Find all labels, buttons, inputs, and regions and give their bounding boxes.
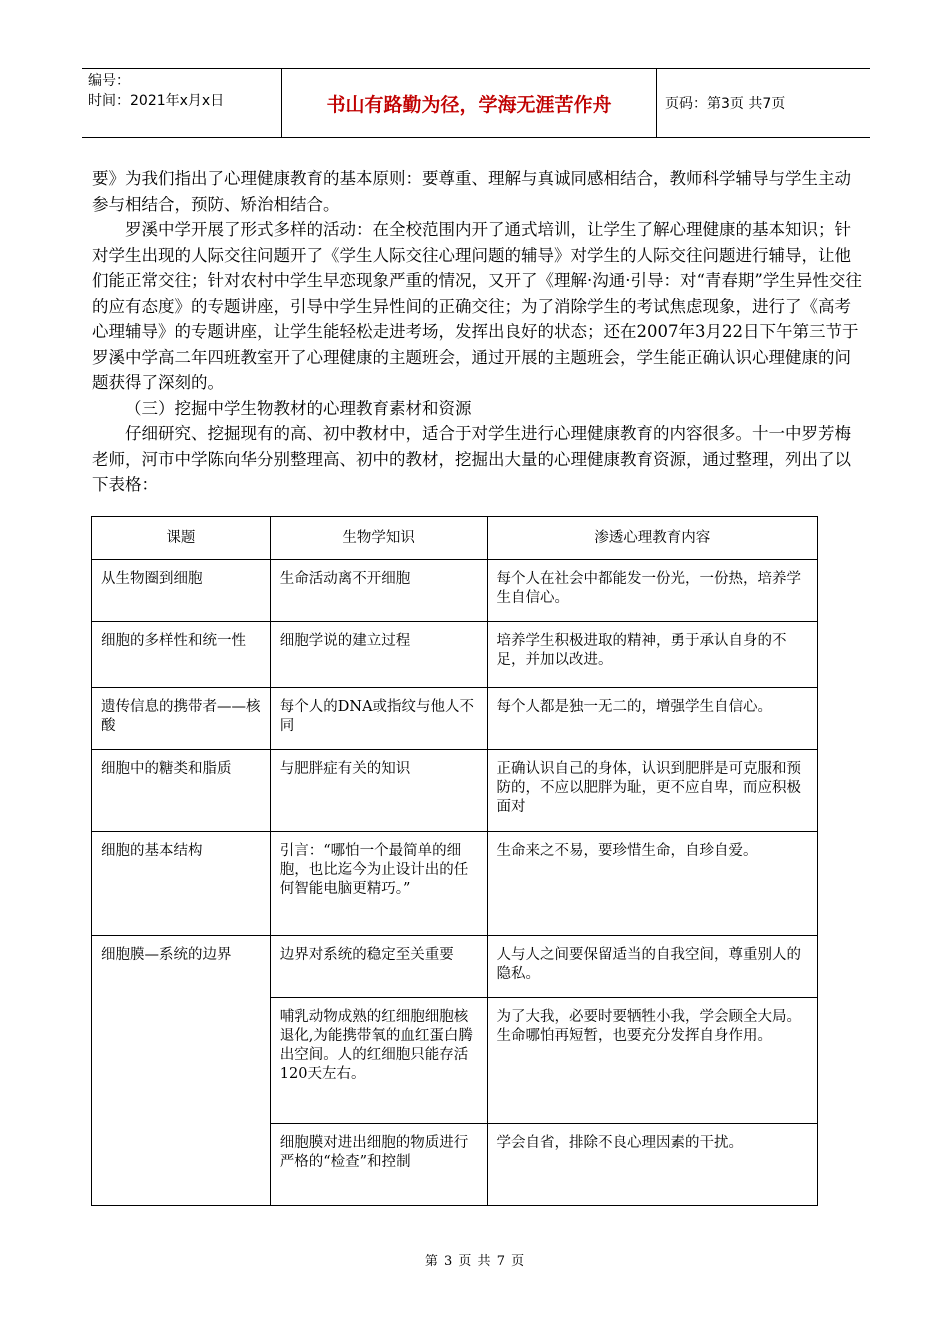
date-label: 时间：2021年x月x日 xyxy=(88,93,225,109)
paragraph: 要》为我们指出了心理健康教育的基本原则：要尊重、理解与真诚同感相结合，教师科学辅导与学生主动参与相结合，预防、矫治相结合。 xyxy=(92,169,851,214)
content-cell: 培养学生积极进取的精神，勇于承认自身的不足，并加以改进。 xyxy=(487,622,818,688)
topic-cell: 从生物圈到细胞 xyxy=(92,560,271,622)
content-cell: 学会自省，排除不良心理因素的干扰。 xyxy=(487,1124,818,1206)
content-cell: 生命来之不易，要珍惜生命，自珍自爱。 xyxy=(487,832,818,936)
paragraph: 罗溪中学开展了形式多样的活动：在全校范围内开了通式培训，让学生了解心理健康的基本知识；针对学生出现的人际交往问题开了《学生人际交往心理问题的辅导》对学生的人际交往问题进行辅导，让他们能正常交往；针对农村中学生早恋现象严重的情况，又开了《理解·沟通·引导：对“青春期”学生异性交往的应有态度》的专题讲座，引导中学生异性间的正确交往；为了消除学生的考试焦虑现象，进行了《高考心理辅导》的专题讲座，让学生能轻松走进考场，发挥出良好的状态；还在2007年3月22日下午第三节于罗溪中学高二年四班教室开了心理健康的主题班会，通过开展的主题班会，学生能正确认识心理健康的问题获得了深刻的。 xyxy=(92,220,862,392)
header-cell: 生物学知识 xyxy=(270,517,487,560)
topic-cell: 细胞的基本结构 xyxy=(92,832,271,936)
body-text xyxy=(92,166,862,498)
content-cell: 正确认识自己的身体，认识到肥胖是可克服和预防的，不应以肥胖为耻，更不应自卑，而应积极面对 xyxy=(487,750,818,832)
table-header-row xyxy=(92,517,818,560)
topic-cell: 细胞膜—系统的边界 xyxy=(92,936,271,1206)
content-cell: 为了大我，必要时要牺牲小我，学会顾全大局。生命哪怕再短暂，也要充分发挥自身作用。 xyxy=(487,998,818,1124)
content-cell: 人与人之间要保留适当的自我空间，尊重别人的隐私。 xyxy=(487,936,818,998)
header-motto: 书山有路勤为径，学海无涯苦作舟 xyxy=(282,69,657,137)
section-heading: （三）挖掘中学生物教材的心理教育素材和资源 xyxy=(125,398,472,418)
table-row xyxy=(92,750,818,832)
page-header xyxy=(82,68,870,138)
paragraph: 仔细研究、挖掘现有的高、初中教材中，适合于对学生进行心理健康教育的内容很多。十一中罗芳梅老师，河市中学陈向华分别整理高、初中的教材，挖掘出大量的心理健康教育资源，通过整理，列出了以下表格： xyxy=(92,424,851,494)
content-cell: 每个人在社会中都能发一份光，一份热，培养学生自信心。 xyxy=(487,560,818,622)
content-cell: 每个人都是独一无二的，增强学生自信心。 xyxy=(487,688,818,750)
table-row xyxy=(92,560,818,622)
topic-cell: 遗传信息的携带者——核酸 xyxy=(92,688,271,750)
table-row xyxy=(92,688,818,750)
header-meta xyxy=(82,69,282,137)
knowledge-cell: 细胞学说的建立过程 xyxy=(270,622,487,688)
header-cell: 课题 xyxy=(92,517,271,560)
knowledge-cell: 引言：“哪怕一个最简单的细胞，也比迄今为止设计出的任何智能电脑更精巧。” xyxy=(270,832,487,936)
header-cell: 渗透心理教育内容 xyxy=(487,517,818,560)
table-row xyxy=(92,832,818,936)
topic-cell: 细胞中的糖类和脂质 xyxy=(92,750,271,832)
topic-cell: 细胞的多样性和统一性 xyxy=(92,622,271,688)
knowledge-cell: 细胞膜对进出细胞的物质进行严格的“检查”和控制 xyxy=(270,1124,487,1206)
header-page-label: 页码：第3页 共7页 xyxy=(665,96,786,112)
knowledge-cell: 哺乳动物成熟的红细胞细胞核退化,为能携带氧的血红蛋白腾出空间。人的红细胞只能存活120天左右。 xyxy=(270,998,487,1124)
table-row xyxy=(92,622,818,688)
number-label: 编号： xyxy=(88,73,130,89)
knowledge-cell: 每个人的DNA或指纹与他人不同 xyxy=(270,688,487,750)
knowledge-cell: 与肥胖症有关的知识 xyxy=(270,750,487,832)
knowledge-cell: 边界对系统的稳定至关重要 xyxy=(270,936,487,998)
knowledge-cell: 生命活动离不开细胞 xyxy=(270,560,487,622)
page-footer: 第 3 页 共 7 页 xyxy=(424,1254,526,1269)
resource-table xyxy=(91,516,818,1206)
table-row xyxy=(92,936,818,998)
